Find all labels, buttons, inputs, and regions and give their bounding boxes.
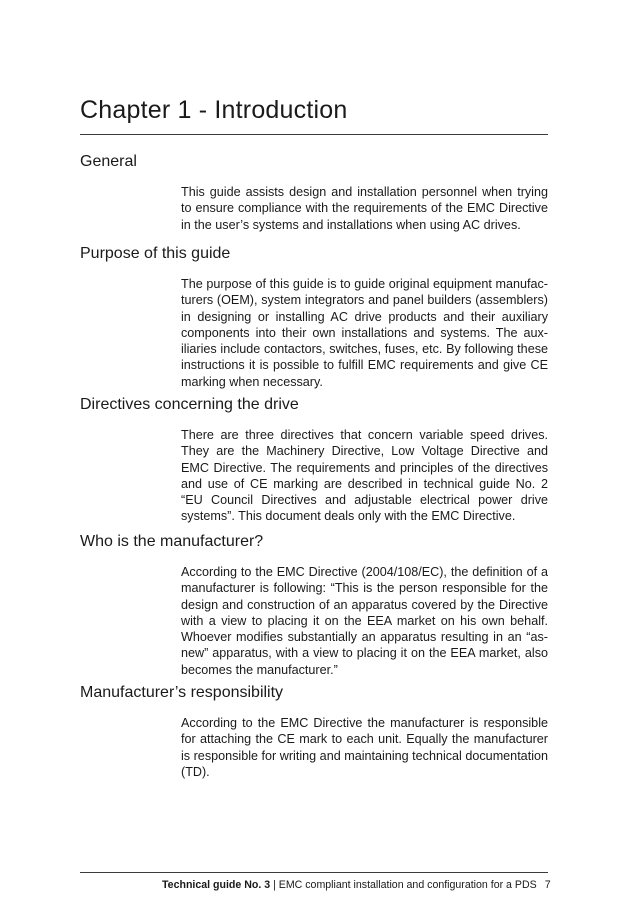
page-footer: [162, 879, 551, 891]
section-body-purpose: The purpose of this guide is to guide original equipment manufacturers (OEM), system integrators and panel builders (assemblers) in designing or installing AC drive products and their auxiliary components into their own installations and systems. The auxiliaries include contactors, switches, fuses, etc. By following these instructions it is possible to fulfill EMC requirements and give CE marking when necessary.: [181, 277, 548, 389]
section-body-general: This guide assists design and installation personnel when trying to ensure compliance with the requirements of the EMC Directive in the user’s systems and installations when using AC drives.: [181, 185, 548, 232]
section-heading-general: General: [80, 153, 137, 170]
section-heading-manufacturer: Who is the manufacturer?: [80, 533, 264, 550]
section-heading-directives: Directives concerning the drive: [80, 396, 299, 413]
section-body-responsibility: According to the EMC Directive the manufacturer is responsible for attaching the CE mark to each unit. Equally the manufacturer is responsible for writing and maintaining technical documentation (TD).: [181, 716, 548, 779]
footer-subtitle: EMC compliant installation and configuration for a PDS: [278, 879, 537, 891]
section-body-manufacturer: According to the EMC Directive (2004/108/EC), the definition of a manufacturer is following: “This is the person responsible for the design and construction of an apparatus covered by the Directive with a view to placing it on the EEA market on his own behalf. Whoever modifies substantially an apparatus resulting in an “as-new” apparatus, with a view to placing it on the EEA market, also becomes the manufacturer.”: [181, 565, 548, 677]
footer-separator: |: [270, 879, 279, 891]
section-body-directives: There are three directives that concern variable speed drives. They are the Machinery Directive, Low Voltage Directive and EMC Directive. The requirements and principles of the directives and use of CE marking are described in technical guide No. 2 “EU Council Directives and adjustable electrical power drive systems”. This document deals only with the EMC Directive.: [181, 428, 548, 524]
section-heading-responsibility: Manufacturer’s responsibility: [80, 684, 284, 701]
chapter-title: Chapter 1 - Introduction: [80, 96, 348, 124]
section-heading-purpose: Purpose of this guide: [80, 245, 231, 262]
chapter-divider: [80, 134, 548, 135]
page-number: 7: [544, 879, 551, 891]
footer-guide-name: Technical guide No. 3: [162, 879, 271, 891]
footer-divider: [80, 872, 548, 873]
